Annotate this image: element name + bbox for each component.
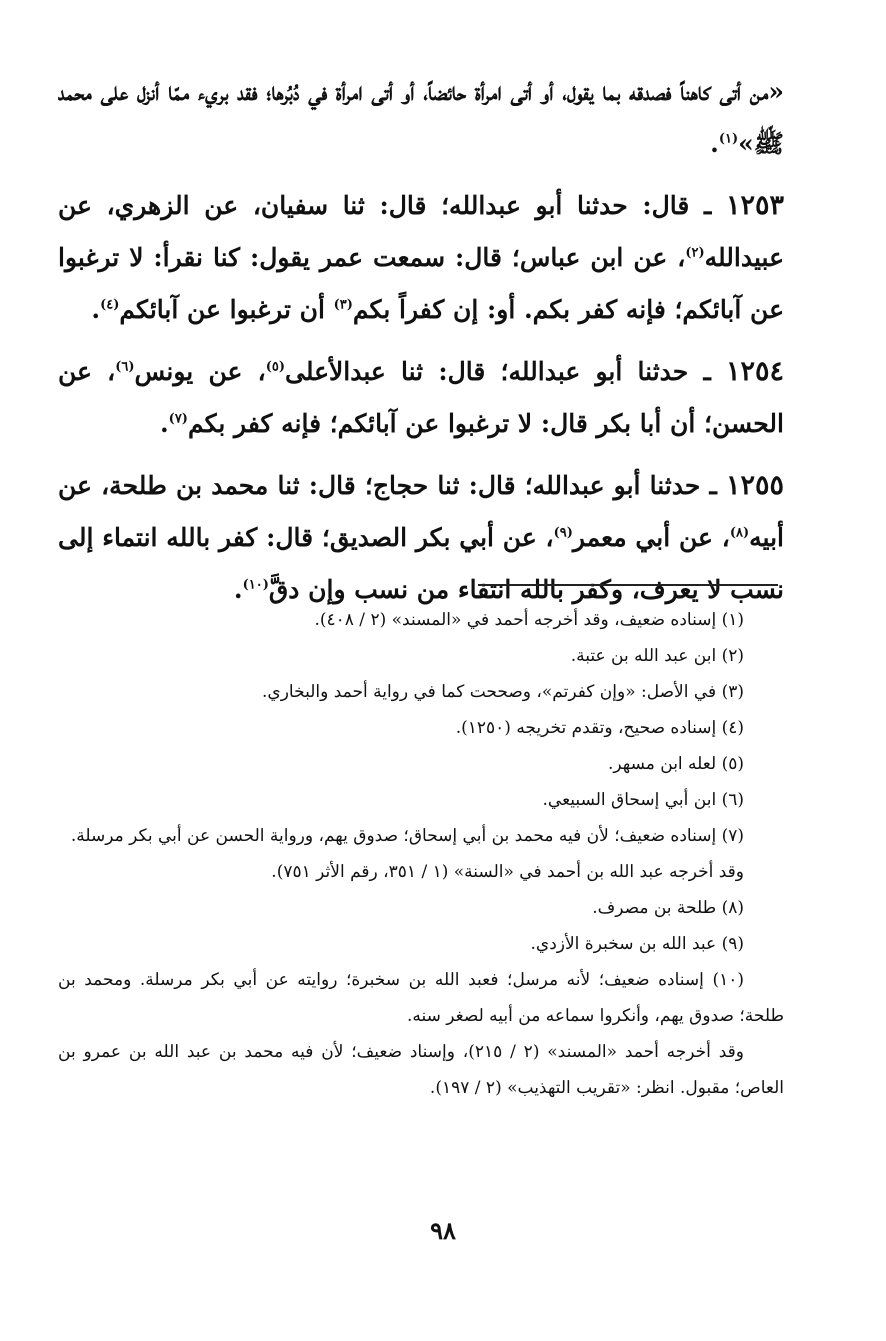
footnote-3: (٣) في الأصل: «وإن كفرتم»، وصححت كما في رواية أحمد والبخاري. bbox=[262, 682, 744, 702]
footnote-ref[interactable]: (١٠) bbox=[242, 577, 269, 593]
footnote-7: (٧) إسناده ضعيف؛ لأن فيه محمد بن أبي إسحاق؛ صدوق يهم، ورواية الحسن عن أبي بكر مرسلة. bbox=[70, 826, 744, 846]
footnote-6: (٦) ابن أبي إسحاق السبيعي. bbox=[542, 790, 744, 810]
footnote-ref[interactable]: (١) bbox=[718, 131, 739, 147]
hadith-1254: ١٢٥٤ ـ حدثنا أبو عبدالله؛ قال: ثنا عبدالأعلى$^{(٥)}$، عن يونس$^{(٦)}$، عن الحسن؛ أن أبا بكر قال: لا ترغبوا عن آبائكم؛ فإنه كفر بكم$^{(٧)}$. bbox=[58, 356, 784, 438]
footnote-8: (٨) طلحة بن مصرف. bbox=[592, 898, 744, 918]
page-number: ٩٨ bbox=[430, 1216, 456, 1245]
footnote-ref[interactable]: (٧) bbox=[168, 411, 188, 427]
footnote-ref[interactable]: (٨) bbox=[729, 525, 750, 541]
hadith-text: ـ حدثنا أبو عبدالله؛ قال: ثنا حجاج؛ قال: ثنا محمد بن طلحة، عن أبيه bbox=[58, 471, 784, 552]
footnote-4: (٤) إسناده صحيح، وتقدم تخريجه (١٢٥٠). bbox=[455, 718, 744, 738]
footnote-1: (١) إسناده ضعيف، وقد أخرجه أحمد في «المسند» (٢ / ٤٠٨). bbox=[314, 610, 744, 630]
hadith-text: ـ قال: حدثنا أبو عبدالله؛ قال: ثنا سفيان، عن الزهري، عن عبيدالله bbox=[58, 191, 784, 272]
intro-paragraph: «من أتى كاهناً فصدقه بما يقول، أو أتى امرأة حائضاً، أو أتى امرأة في دُبُرها؛ فقد بريء ممّا أنزل على محمد ﷺ»$^{(١)}$. bbox=[58, 77, 784, 158]
hadith-number: ١٢٥٤ bbox=[725, 356, 784, 387]
footnote-10: (١٠) إسناده ضعيف؛ لأنه مرسل؛ فعبد الله بن سخبرة؛ روايته عن أبي بكر مرسلة. ومحمد بن طلحة؛ صدوق يهم، وأنكروا سماعه من أبيه لصغر سنه. bbox=[58, 970, 784, 1026]
hadith-text: ، عن ابن عباس؛ قال: سمعت عمر يقول: كنا نقرأ: لا ترغبوا عن آبائكم؛ فإنه كفر بكم. أو: إن كفراً بكم bbox=[58, 243, 784, 324]
footnote-ref[interactable]: (٦) bbox=[115, 359, 135, 375]
hadith-text: ، عن يونس bbox=[134, 357, 266, 386]
hadith-number: ١٢٥٣ bbox=[725, 190, 784, 221]
footnote-ref[interactable]: (٣) bbox=[333, 297, 353, 313]
footnote-7-continued: وقد أخرجه عبد الله بن أحمد في «السنة» (١ / ٣٥١، رقم الأثر ٧٥١). bbox=[271, 862, 744, 882]
hadith-text: ـ حدثنا أبو عبدالله؛ قال: ثنا عبدالأعلى bbox=[284, 357, 726, 386]
hadith-text: أن ترغبوا عن آبائكم bbox=[119, 295, 334, 324]
footnote-10-continued: وقد أخرجه أحمد «المسند» (٢ / ٢١٥)، وإسناد ضعيف؛ لأن فيه محمد بن عبد الله بن عمرو بن العاص؛ مقبول. انظر: «تقريب التهذيب» (٢ / ١٩٧). bbox=[58, 1042, 784, 1098]
hadith-1255: ١٢٥٥ ـ حدثنا أبو عبدالله؛ قال: ثنا حجاج؛ قال: ثنا محمد بن طلحة، عن أبيه$^{(٨)}$، عن أبي معمر$^{(٩)}$، عن أبي بكر الصديق؛ قال: كفر بالله انتماء إلى نسب لا يعرف، وكفر بالله انتفاء من نسب وإن دقَّ$^{(١٠)}$. bbox=[58, 470, 784, 604]
footnote-2: (٢) ابن عبد الله بن عتبة. bbox=[570, 646, 744, 666]
footnotes bbox=[58, 602, 784, 1106]
footnote-ref[interactable]: (٥) bbox=[265, 359, 285, 375]
intro-text: «من أتى كاهناً فصدقه بما يقول، أو أتى امرأة حائضاً، أو أتى امرأة في دُبُرها؛ فقد بريء ممّا أنزل على محمد ﷺ» bbox=[58, 77, 784, 158]
footnote-5: (٥) لعله ابن مسهر. bbox=[607, 754, 744, 774]
hadith-text: ، عن أبي بكر الصديق؛ قال: كفر بالله انتماء إلى نسب لا يعرف، وكفر بالله انتفاء من نسب وإن دقَّ bbox=[58, 523, 784, 604]
footnote-ref[interactable]: (٤) bbox=[100, 297, 120, 313]
hadith-text: ، عن الحسن؛ أن أبا بكر قال: لا ترغبوا عن آبائكم؛ فإنه كفر بكم bbox=[58, 357, 784, 438]
footnote-9: (٩) عبد الله بن سخبرة الأزدي. bbox=[530, 934, 744, 954]
main-text bbox=[58, 66, 784, 626]
footnote-ref[interactable]: (٩) bbox=[553, 525, 573, 541]
hadith-text: ، عن أبي معمر bbox=[572, 523, 730, 552]
footnote-divider bbox=[478, 584, 778, 586]
hadith-number: ١٢٥٥ bbox=[725, 470, 784, 501]
hadith-1253: ١٢٥٣ ـ قال: حدثنا أبو عبدالله؛ قال: ثنا سفيان، عن الزهري، عن عبيدالله$^{(٢)}$، عن ابن عباس؛ قال: سمعت عمر يقول: كنا نقرأ: لا ترغبوا عن آبائكم؛ فإنه كفر بكم. أو: إن كفراً بكم$^{(٣)}$ أن ترغبوا عن آبائكم$^{(٤)}$. bbox=[58, 190, 784, 324]
footnote-ref[interactable]: (٢) bbox=[685, 245, 705, 261]
